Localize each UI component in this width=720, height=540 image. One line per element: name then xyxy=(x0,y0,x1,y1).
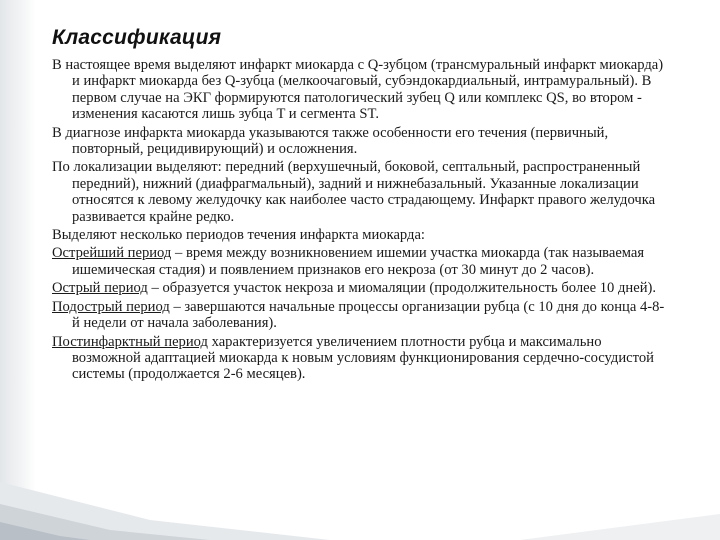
slide-body xyxy=(52,57,670,385)
paragraph-text: характеризуется увеличением плотности рубца и максимально возможной адаптацией миокарда к новым условиям функционирования сердечно-сосудистой системы (продолжается 2-6 месяцев). xyxy=(72,333,654,383)
paragraph-text: – образуется участок некроза и миомаляции (продолжительность более 10 дней). xyxy=(147,280,657,297)
period-term: Постинфарктный период xyxy=(52,333,208,350)
left-decorative-band xyxy=(0,0,36,540)
wave-shape-light xyxy=(0,482,330,540)
paragraph-periods-intro xyxy=(52,227,670,243)
paragraph-text: По локализации выделяют: передний (верхушечный, боковой, септальный, распространенный передний), нижний (диафрагмальный), задний и нижнебазальный. Указанные локализации относятся к левому желудочку как наиболее часто страдающему. Инфаркт правого желудочка развивается крайне редко. xyxy=(52,159,656,225)
paragraph-text: – время между возникновением ишемии участка миокарда (так называемая ишемическая стадия) и появлением признаков его некроза (от 30 минут до 2 часов). xyxy=(72,245,645,278)
paragraph-subacute-period xyxy=(52,299,670,332)
paragraph-localization xyxy=(52,159,670,225)
paragraph-acute-period xyxy=(52,280,670,296)
period-term: Острейший период xyxy=(52,245,172,262)
wave-shape-right xyxy=(520,514,720,540)
paragraph-q-wave-classification xyxy=(52,57,670,123)
paragraph-text: В диагнозе инфаркта миокарда указываются также особенности его течения (первичный, повторный, рецидивирующий) и осложнения. xyxy=(52,124,609,158)
paragraph-postinfarction-period xyxy=(52,334,670,383)
paragraph-text: – завершаются начальные процессы организации рубца (с 10 дня до конца 4-8-й недели от начала заболевания). xyxy=(72,298,665,332)
paragraph-hyperacute-period xyxy=(52,245,670,278)
paragraph-text: В настоящее время выделяют инфаркт миокарда с Q-зубцом (трансмуральный инфаркт миокарда) и инфаркт миокарда без Q-зубца (мелкоочаговый, субэндокардиальный, интрамуральный). В первом случае на ЭКГ формируются патологический зубец Q или комплекс QS, во втором - изменения касаются лишь зубца T и сегмента ST. xyxy=(52,57,664,123)
paragraph-diagnosis-course xyxy=(52,125,670,158)
slide-title: Классификация xyxy=(52,26,222,49)
paragraph-text: Выделяют несколько периодов течения инфаркта миокарда: xyxy=(52,227,425,244)
period-term: Острый период xyxy=(52,280,148,297)
period-term: Подострый период xyxy=(52,298,170,315)
bottom-wave-decoration xyxy=(0,462,720,540)
